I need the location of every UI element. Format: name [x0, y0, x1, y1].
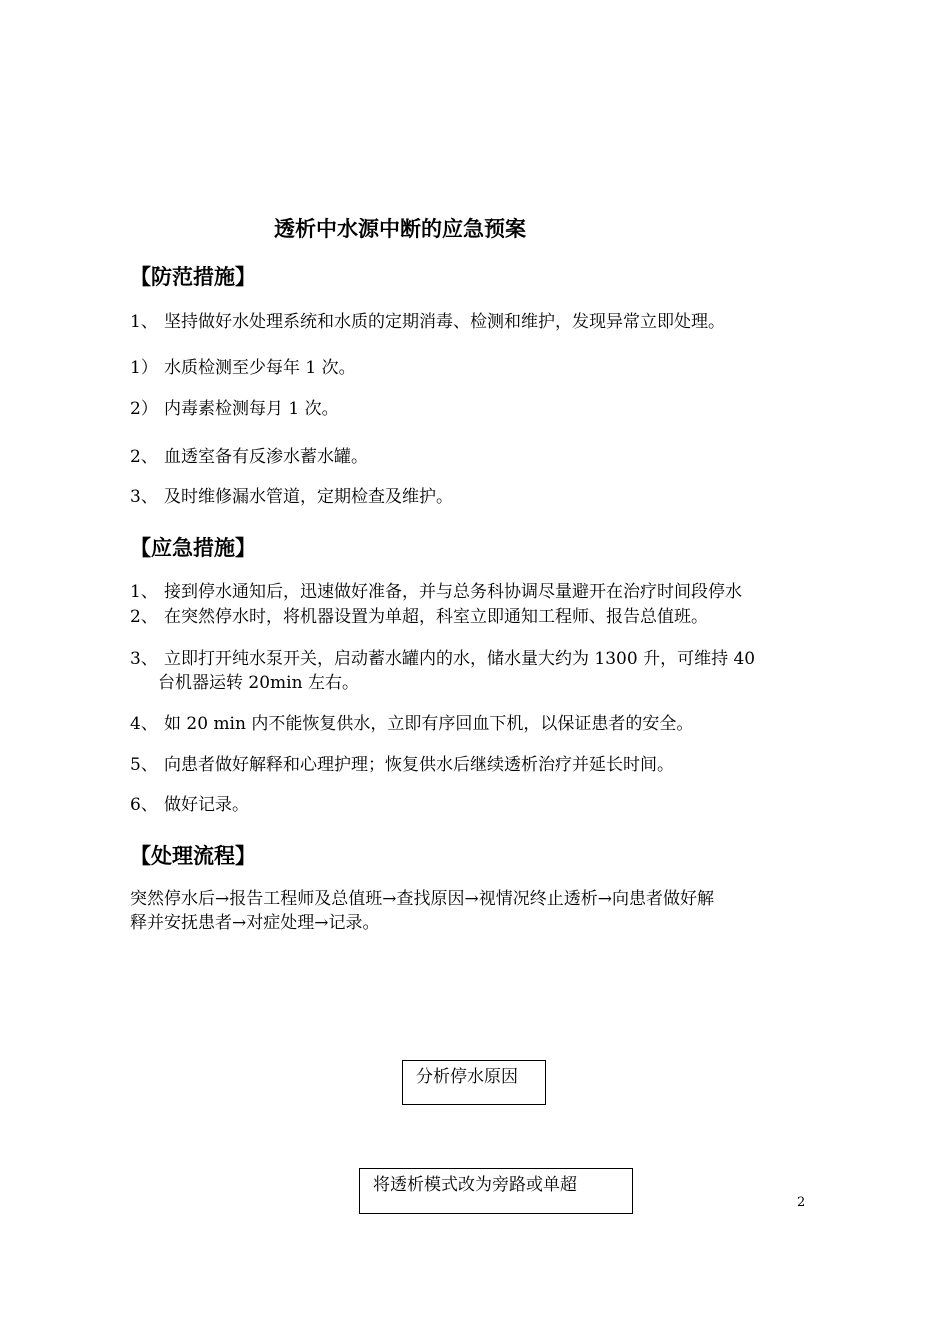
process-text-line2: 释并安抚患者→对症处理→记录。 [130, 913, 380, 933]
list-item-number: 2、 [130, 447, 158, 467]
flowchart-box-label: 分析停水原因 [416, 1067, 518, 1087]
list-item-text: 做好记录。 [164, 795, 249, 815]
list-item-number: 1、 [130, 312, 158, 332]
section-heading-process: 【处理流程】 [130, 844, 256, 868]
list-item-text: 如 20 min 内不能恢复供水，立即有序回血下机，以保证患者的安全。 [164, 714, 694, 734]
list-item-number: 1） [130, 358, 158, 378]
flowchart-box-analyze-cause [402, 1060, 546, 1105]
list-item-text: 接到停水通知后，迅速做好准备，并与总务科协调尽量避开在治疗时间段停水 [164, 582, 742, 602]
page-title: 透析中水源中断的应急预案 [274, 217, 526, 241]
list-item-text: 内毒素检测每月 1 次。 [164, 399, 339, 419]
process-text-line1: 突然停水后→报告工程师及总值班→查找原因→视情况终止透析→向患者做好解 [130, 889, 714, 909]
list-item-text: 血透室备有反渗水蓄水罐。 [164, 447, 368, 467]
list-item-text: 水质检测至少每年 1 次。 [164, 358, 356, 378]
section-heading-emergency: 【应急措施】 [130, 536, 256, 560]
list-item-text: 立即打开纯水泵开关，启动蓄水罐内的水，储水量大约为 1300 升，可维持 40 [164, 649, 756, 669]
section-heading-prevention: 【防范措施】 [130, 265, 256, 289]
list-item-number: 6、 [130, 795, 158, 815]
list-item-number: 1、 [130, 582, 158, 602]
page-number: 2 [797, 1195, 806, 1210]
list-item-text: 在突然停水时，将机器设置为单超，科室立即通知工程师、报告总值班。 [164, 607, 708, 627]
list-item-number: 3、 [130, 649, 158, 669]
list-item-text: 坚持做好水处理系统和水质的定期消毒、检测和维护，发现异常立即处理。 [164, 312, 725, 332]
list-item-number: 2、 [130, 607, 158, 627]
list-item-number: 4、 [130, 714, 158, 734]
list-item-number: 5、 [130, 755, 158, 775]
list-item-number: 2） [130, 399, 158, 419]
flowchart-box-switch-mode [359, 1168, 633, 1214]
list-item-text: 及时维修漏水管道，定期检查及维护。 [164, 487, 453, 507]
flowchart-box-label: 将透析模式改为旁路或单超 [373, 1175, 577, 1195]
list-item-text: 向患者做好解释和心理护理；恢复供水后继续透析治疗并延长时间。 [164, 755, 674, 775]
list-item-continuation: 台机器运转 20min 左右。 [158, 673, 359, 693]
list-item-number: 3、 [130, 487, 158, 507]
